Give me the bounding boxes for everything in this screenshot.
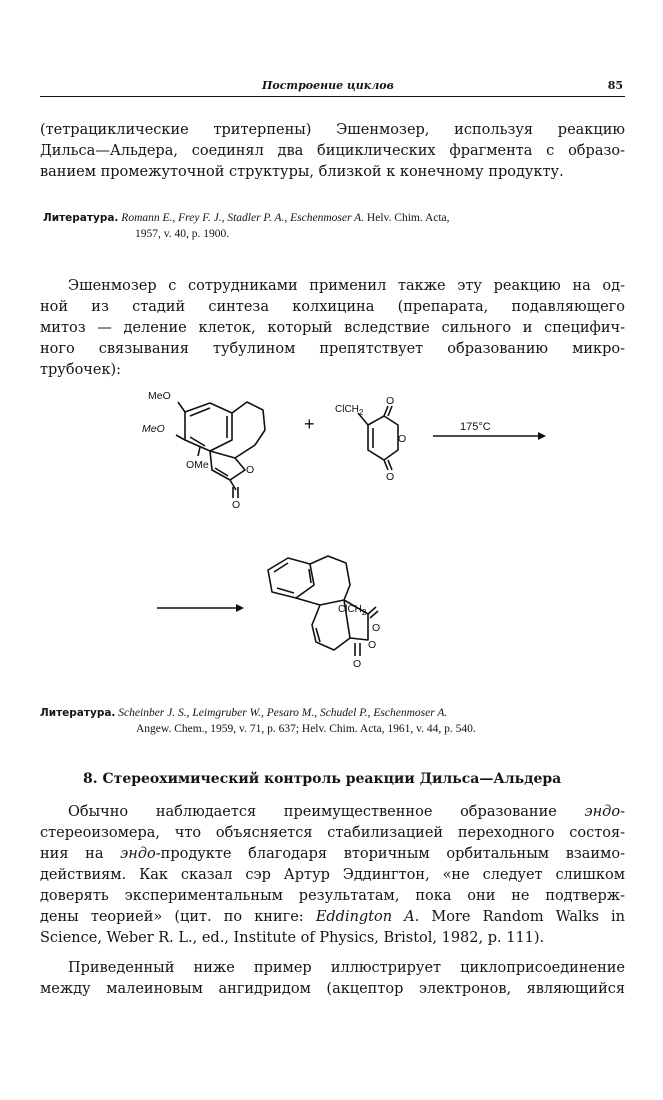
label-meo-2: MeO <box>142 423 165 435</box>
header-rule <box>40 96 625 97</box>
text-line: (тетрациклические тритерпены) Эшенмозер, используя реакцию <box>40 122 625 138</box>
text-line: Обычно наблюдается преимущественное образование эндо- <box>68 804 625 820</box>
paragraph-1 <box>40 120 625 183</box>
text-line: дены теорией» (цит. по книге: Eddington A. More Random Walks in <box>40 909 625 925</box>
text-line: между малеиновым ангидридом (акцептор электронов, являющийся <box>40 981 625 997</box>
reaction-arrowhead <box>538 432 546 440</box>
label-clch2: ClCH$_2$ <box>335 404 364 417</box>
reactant-aromatic-ring <box>185 403 232 451</box>
label-ome: OMe <box>186 459 209 471</box>
text-line: действиям. Как сказал сэр Артур Эддингтон, «не следует слишком <box>40 867 625 883</box>
reaction-scheme <box>0 380 663 710</box>
running-title: Построение циклов <box>262 79 394 92</box>
plus-sign: + <box>304 414 315 434</box>
product-label-o-ring: O <box>368 639 377 651</box>
label-o-lactone-ring: O <box>246 464 255 476</box>
literature-line2: 1957, v. 40, p. 1900. <box>135 228 230 240</box>
label-o-lactone-carbonyl: O <box>232 499 241 511</box>
text-line: митоз — деление клеток, который вследствие сильного и специфич- <box>40 320 625 336</box>
text-line: ной из стадий синтеза колхицина (препарата, подавляющего <box>40 299 625 315</box>
reaction-condition: 175°C <box>460 421 491 433</box>
page-number: 85 <box>607 79 623 92</box>
product-label-clch2: ClCH$_2$ <box>338 604 367 617</box>
literature-line2: Angew. Chem., 1959, v. 71, p. 637; Helv. Chim. Acta, 1961, v. 44, p. 540. <box>136 723 476 735</box>
text-line: ного связывания тубулином препятствует образованию микро- <box>40 341 625 357</box>
label-meo-1: MeO <box>148 390 171 402</box>
product-label-o-bottom: O <box>353 658 362 670</box>
literature-1 <box>43 210 625 242</box>
product-label-o-right: O <box>372 622 381 634</box>
text-line: Дильса—Альдера, соединял два бициклических фрагмента с образо- <box>40 143 625 159</box>
product-seven-ring <box>296 556 350 605</box>
label-o-top: O <box>386 395 395 407</box>
text-line: стереоизомера, что объясняется стабилизацией переходного состоя- <box>40 825 625 841</box>
text-line: доверять экспериментальным результатам, пока они не подтверж- <box>40 888 625 904</box>
reactant-seven-ring <box>210 402 265 458</box>
literature-label: Литература. <box>43 212 119 224</box>
text-line: Приведенный ниже пример иллюстрирует циклоприсоединение <box>68 960 625 976</box>
text-line: ния на эндо-продукте благодаря вторичным орбитальным взаимо- <box>40 846 625 862</box>
text-line: трубочек): <box>40 362 122 378</box>
paragraph-2 <box>40 276 625 381</box>
literature-authors: Scheinber J. S., Leimgruber W., Pesaro M., Schudel P., Eschenmoser A. <box>118 707 448 719</box>
paragraph-3 <box>40 802 625 949</box>
section-title: Стереохимический контроль реакции Дильса—Альдера <box>102 771 562 787</box>
literature-source: Helv. Chim. Acta, <box>364 212 450 224</box>
section-number: 8. <box>83 771 98 787</box>
text-line: Эшенмозер с сотрудниками применил также эту реакцию на од- <box>68 278 625 294</box>
running-header <box>40 79 625 95</box>
text-line: ванием промежуточной структуры, близкой к конечному продукту. <box>40 164 564 180</box>
literature-authors: Romann E., Frey F. J., Stadler P. A., Eschenmoser A. <box>121 212 365 224</box>
label-o-ring: O <box>398 433 407 445</box>
continuation-arrowhead <box>236 604 244 612</box>
paragraph-4 <box>40 958 625 1000</box>
label-o-bottom: O <box>386 471 395 483</box>
text-line: Science, Weber R. L., ed., Institute of Physics, Bristol, 1982, p. 111). <box>40 930 545 946</box>
section-heading <box>83 771 561 787</box>
literature-label: Литература. <box>40 707 116 719</box>
literature-2 <box>40 705 625 737</box>
